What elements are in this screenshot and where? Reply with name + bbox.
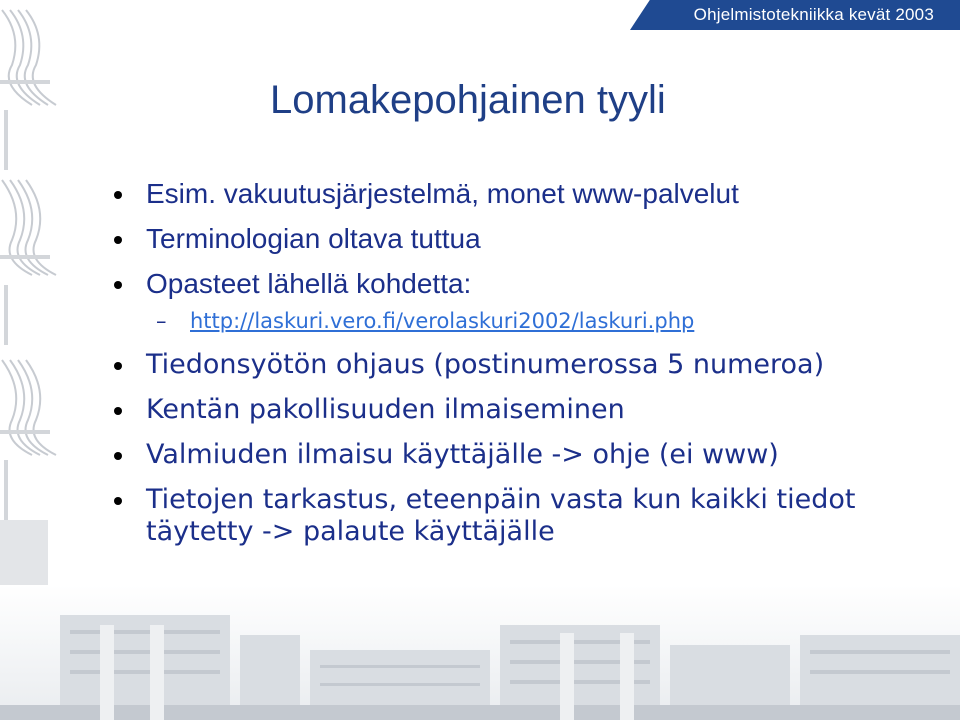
tax-calculator-link[interactable]: http://laskuri.vero.fi/verolaskuri2002/laskuri.php <box>190 309 695 333</box>
list-item <box>110 349 940 381</box>
list-item <box>110 178 940 210</box>
course-name: Ohjelmistotekniikka kevät 2003 <box>693 5 934 24</box>
bullet-icon <box>114 362 122 370</box>
bullet-icon <box>114 281 122 289</box>
bullet-icon <box>114 407 122 415</box>
bullet-list <box>110 178 940 561</box>
bullet-icon <box>114 497 122 505</box>
list-item-text: Valmiuden ilmaisu käyttäjälle -> ohje (ei www) <box>146 439 779 470</box>
list-item-text: Terminologian oltava tuttua <box>146 223 481 254</box>
sub-list-item <box>110 307 940 335</box>
slide-title: Lomakepohjainen tyyli <box>270 78 666 122</box>
list-item-text: Kentän pakollisuuden ilmaiseminen <box>146 394 625 425</box>
list-item-text: Tietojen tarkastus, eteenpäin vasta kun kaikki tiedot täytetty -> palaute käyttäjälle <box>146 484 856 547</box>
side-decoration-image <box>0 0 58 600</box>
building-background-image <box>0 585 960 720</box>
list-item-text: Opasteet lähellä kohdetta: <box>146 268 472 299</box>
dash-icon: – <box>156 309 167 333</box>
bullet-icon <box>114 452 122 460</box>
list-item <box>110 484 940 548</box>
list-item <box>110 394 940 426</box>
list-item-text: Tiedonsyötön ohjaus (postinumerossa 5 numeroa) <box>146 349 825 380</box>
list-item <box>110 439 940 471</box>
list-item <box>110 223 940 255</box>
bullet-icon <box>114 191 122 199</box>
list-item-text: Esim. vakuutusjärjestelmä, monet www-palvelut <box>146 178 739 209</box>
list-item <box>110 268 940 300</box>
bullet-icon <box>114 236 122 244</box>
